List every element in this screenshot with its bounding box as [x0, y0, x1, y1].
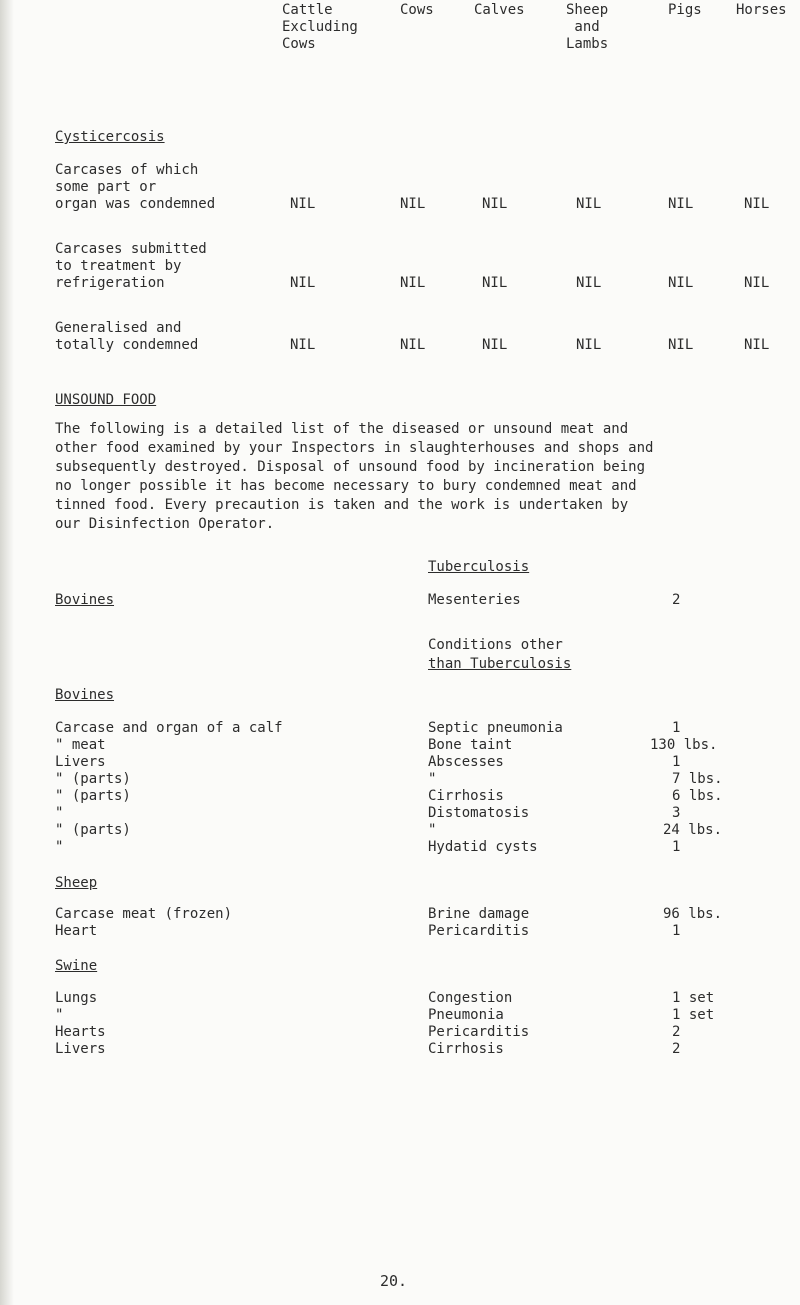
qty: 7 lbs.	[672, 771, 723, 787]
page-number: 20.	[380, 1272, 408, 1290]
cell: NIL	[400, 275, 426, 291]
unsound-food-paragraph: The following is a detailed list of the diseased or unsound meat and other food examined by your Inspectors in slaughterhouses and shops and subsequently destroyed. Disposal of unsound food by incineration being no longer possible it has become necessary to bury condemned meat and tinned food. Every precaution is taken and the work is undertaken by our Disinfection Operator.	[55, 421, 654, 532]
part: " (parts)	[55, 788, 131, 804]
part: Heart	[55, 923, 98, 939]
part: "	[55, 805, 64, 821]
cell: NIL	[290, 196, 316, 212]
condition: Brine damage	[428, 906, 530, 922]
col-head-cows: Cows	[400, 2, 434, 18]
condition: "	[428, 822, 437, 838]
condition: Congestion	[428, 990, 513, 1006]
part: " (parts)	[55, 822, 131, 838]
tb-count: 2	[672, 592, 681, 608]
cell: NIL	[576, 337, 602, 353]
group-swine: Swine	[55, 958, 98, 974]
cell: NIL	[290, 337, 316, 353]
cell: NIL	[668, 337, 694, 353]
qty: 24 lbs.	[663, 822, 723, 838]
part: " (parts)	[55, 771, 131, 787]
tuberculosis-heading: Tuberculosis	[428, 559, 530, 575]
qty: 2	[672, 1041, 681, 1057]
qty: 1 set	[672, 1007, 715, 1023]
part: Hearts	[55, 1024, 106, 1040]
qty: 1	[672, 923, 681, 939]
cell: NIL	[744, 337, 770, 353]
cell: NIL	[744, 275, 770, 291]
row-label-condemned: Carcases of which some part or organ was condemned	[55, 162, 216, 212]
section-cysticercosis: Cysticercosis	[55, 129, 165, 145]
condition: Pericarditis	[428, 1024, 530, 1040]
condition: Hydatid cysts	[428, 839, 538, 855]
cell: NIL	[668, 196, 694, 212]
tb-item: Mesenteries	[428, 592, 521, 608]
group-bovines: Bovines	[55, 687, 115, 703]
qty: 1	[672, 720, 681, 736]
part: Lungs	[55, 990, 98, 1006]
condition: Pneumonia	[428, 1007, 504, 1023]
group-bovines-tb: Bovines	[55, 592, 115, 608]
col-head-cattle: Cattle Excluding Cows	[282, 2, 358, 52]
conditions-heading-2: than Tuberculosis	[428, 656, 572, 672]
cell: NIL	[668, 275, 694, 291]
group-sheep: Sheep	[55, 875, 98, 891]
part: " meat	[55, 737, 106, 753]
part: Carcase and organ of a calf	[55, 720, 283, 736]
part: Livers	[55, 754, 106, 770]
cell: NIL	[290, 275, 316, 291]
col-head-calves: Calves	[474, 2, 525, 18]
qty: 130 lbs.	[650, 737, 718, 753]
condition: Abscesses	[428, 754, 504, 770]
qty: 1	[672, 839, 681, 855]
condition: "	[428, 771, 437, 787]
condition: Cirrhosis	[428, 1041, 504, 1057]
row-label-refrigeration: Carcases submitted to treatment by refrigeration	[55, 241, 207, 291]
part: Livers	[55, 1041, 106, 1057]
cell: NIL	[482, 275, 508, 291]
condition: Distomatosis	[428, 805, 530, 821]
part: "	[55, 839, 64, 855]
qty: 1 set	[672, 990, 715, 1006]
row-label-generalised: Generalised and totally condemned	[55, 320, 199, 353]
qty: 2	[672, 1024, 681, 1040]
cell: NIL	[400, 337, 426, 353]
qty: 1	[672, 754, 681, 770]
col-head-sheep: Sheep and Lambs	[566, 2, 609, 52]
page-edge-shadow	[0, 0, 14, 1305]
cell: NIL	[576, 275, 602, 291]
condition: Bone taint	[428, 737, 513, 753]
conditions-heading-1: Conditions other	[428, 637, 563, 653]
cell: NIL	[482, 337, 508, 353]
part: Carcase meat (frozen)	[55, 906, 233, 922]
col-head-pigs: Pigs	[668, 2, 702, 18]
condition: Septic pneumonia	[428, 720, 563, 736]
part: "	[55, 1007, 64, 1023]
col-head-horses: Horses	[736, 2, 787, 18]
cell: NIL	[744, 196, 770, 212]
condition: Pericarditis	[428, 923, 530, 939]
condition: Cirrhosis	[428, 788, 504, 804]
cell: NIL	[400, 196, 426, 212]
qty: 3	[672, 805, 681, 821]
unsound-food-heading: UNSOUND FOOD	[55, 392, 157, 408]
cell: NIL	[482, 196, 508, 212]
qty: 96 lbs.	[663, 906, 723, 922]
qty: 6 lbs.	[672, 788, 723, 804]
cell: NIL	[576, 196, 602, 212]
